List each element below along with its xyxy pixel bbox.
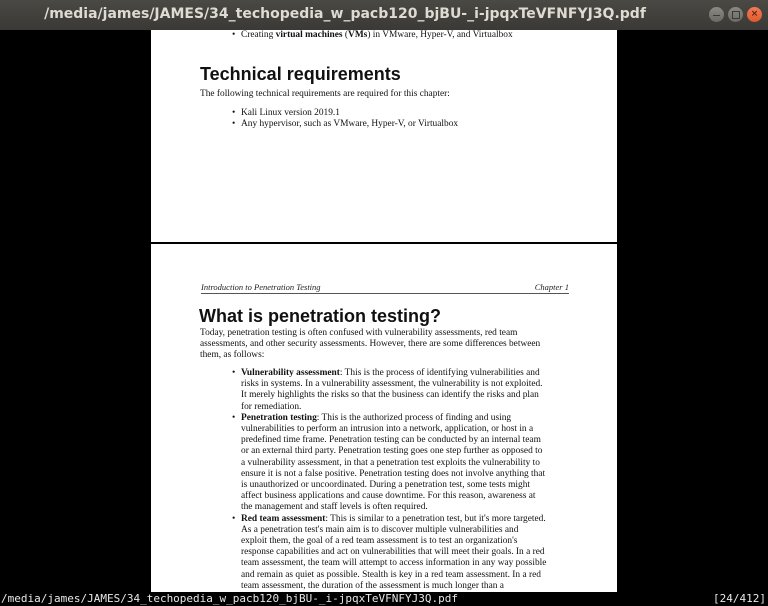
text-line: assessments, and other security assessments. However, there are some differences between — [200, 339, 541, 350]
text-line: ensure it is not a false positive. Penetration testing does not involve anything that — [241, 468, 546, 479]
page-indicator: [24/412] — [713, 592, 766, 605]
bullet-text: ( — [342, 30, 349, 40]
bullet-text: Creating — [241, 30, 276, 40]
bullet-term: Vulnerability assessment — [241, 368, 340, 378]
running-header — [201, 282, 569, 294]
list-item — [232, 30, 612, 41]
list-item — [232, 413, 572, 514]
bullet-term: VMs — [348, 30, 368, 40]
minimize-button[interactable] — [709, 7, 724, 22]
text-line: predefined time frame. Penetration testing can be conducted by an internal team — [241, 435, 541, 446]
bullet-term: Penetration testing — [241, 412, 317, 423]
text-line: response capabilities and act on vulnerabilities that will meet their goals. In a red — [241, 547, 545, 558]
text-line: It merely highlights the risks so that the business can identify the risks and plan — [241, 390, 539, 401]
paragraph — [200, 328, 610, 362]
text-line: or an external third party. Penetration testing goes one step further as opposed to — [241, 446, 543, 457]
text-line — [241, 514, 572, 525]
text-line — [241, 413, 572, 424]
text-span: : This is the process of identifying vulnerabilities and — [339, 368, 540, 378]
text-line: affect business applications and cause downtime. For this reason, awareness at — [241, 491, 536, 502]
definitions-list — [232, 368, 572, 592]
close-icon: × — [750, 9, 759, 19]
text-line: them, as follows: — [200, 350, 265, 361]
text-line: team assessment, the team will attempt to access information in any way possible — [241, 558, 547, 569]
running-header-title: Introduction to Penetration Testing — [201, 282, 321, 292]
window-titlebar[interactable] — [0, 0, 768, 31]
text-line: As a penetration test's main aim is to discover multiple vulnerabilities and — [241, 524, 519, 535]
text-span: : This is similar to a penetration test, but it's more targeted. — [325, 513, 546, 524]
text-line: Today, penetration testing is often confused with vulnerability assessments, red team — [200, 328, 518, 338]
paragraph: The following technical requirements are required for this chapter: — [200, 89, 450, 99]
list-item — [232, 368, 572, 413]
pdf-page-current — [151, 244, 617, 592]
pdf-page-previous — [151, 30, 617, 242]
maximize-button[interactable] — [728, 7, 743, 22]
text-line: for remediation. — [241, 401, 302, 412]
text-line: is unauthorized or uncoordinated. During a penetration test, some tests might — [241, 480, 530, 491]
bullet-term: Red team assessment — [241, 513, 326, 524]
text-span: : This is the authorized process of finding and using — [316, 412, 512, 423]
text-line: a vulnerability assessment, in that a penetration test exploits the vulnerability to — [241, 457, 540, 468]
running-header-chapter: Chapter 1 — [534, 282, 569, 292]
window-title: /media/james/JAMES/34_techopedia_w_pacb120_bjBU-_i-jpqxTeVFNFYJ3Q.pdf — [44, 6, 646, 22]
bullet-term: virtual machines — [275, 30, 343, 40]
top-bullet-list — [232, 30, 612, 41]
requirements-list — [232, 108, 612, 130]
list-item — [232, 514, 572, 592]
document-viewport[interactable] — [0, 30, 768, 592]
text-line: and remain as quiet as possible. Stealth is key in a red team assessment. In a red — [241, 569, 541, 580]
status-file-path: /media/james/JAMES/34_techopedia_w_pacb120_bjBU-_i-jpqxTeVFNFYJ3Q.pdf — [1, 592, 458, 605]
bullet-text: ) in VMware, Hyper-V, and Virtualbox — [367, 30, 513, 40]
close-button[interactable] — [747, 7, 762, 22]
list-item: • Any hypervisor, such as VMware, Hyper-V, or Virtualbox — [232, 119, 612, 130]
section-heading: What is penetration testing? — [199, 306, 442, 326]
text-line: team assessment, the duration of the assessment is much longer than a — [241, 580, 504, 591]
text-line: risks in systems. In a vulnerability assessment, the vulnerability is not exploited. — [241, 379, 543, 390]
text-line — [241, 368, 572, 379]
list-item: • Kali Linux version 2019.1 — [232, 108, 612, 119]
text-line: the management and staff levels is often required. — [241, 502, 428, 513]
section-heading: Technical requirements — [200, 64, 401, 84]
maximize-icon — [732, 11, 740, 19]
status-bar — [0, 592, 768, 606]
minimize-icon — [713, 15, 720, 17]
text-line: vulnerabilities to perform an intrusion into a network, application, or host in a — [241, 424, 534, 435]
text-line: exploit them, the goal of a red team assessment is to test an organization's — [241, 536, 518, 547]
